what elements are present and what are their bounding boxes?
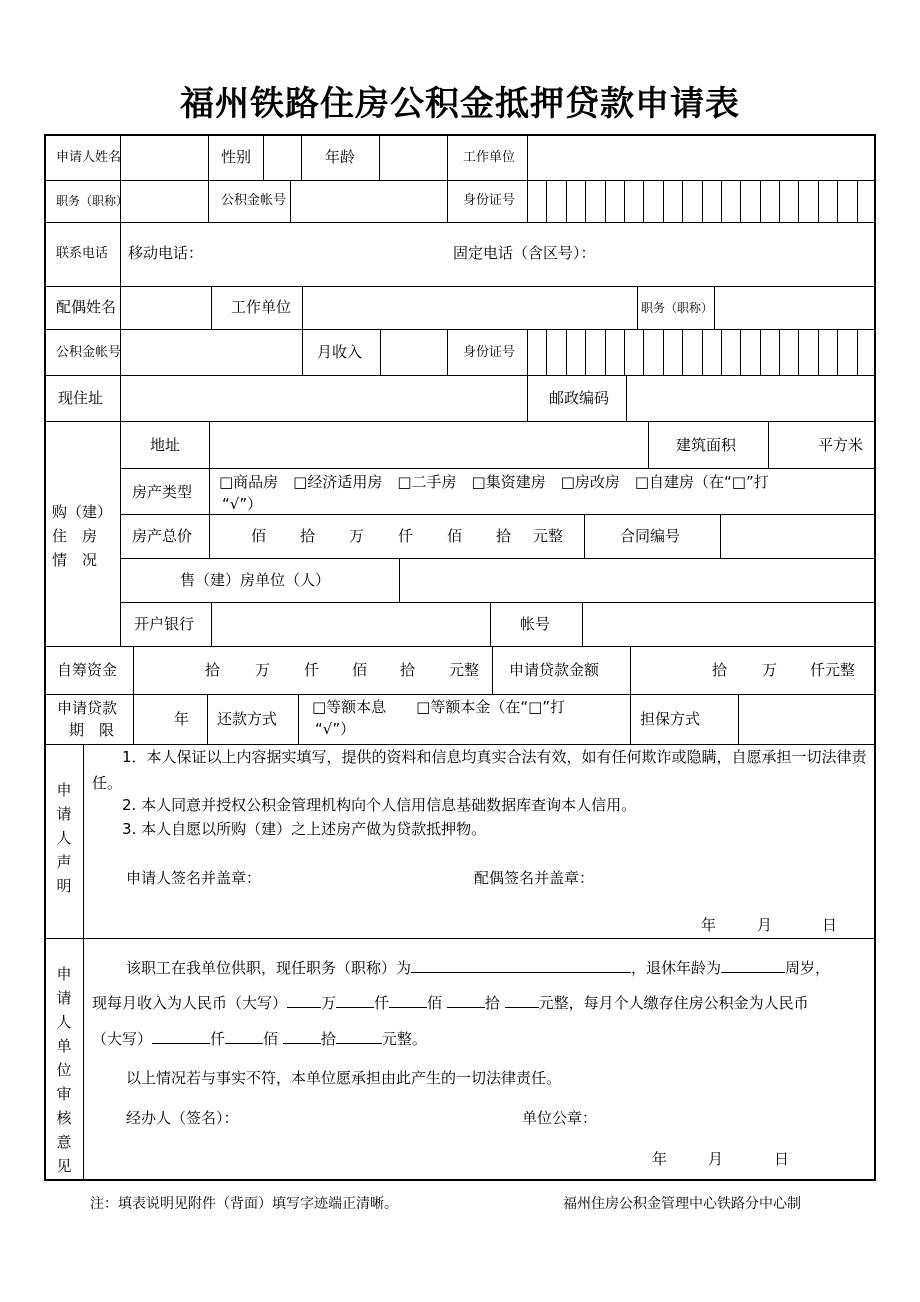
repayment-note: “√”） bbox=[315, 720, 356, 738]
declaration-item-2: 2. 本人同意并授权公积金管理机构向个人信用信息基础数据库查询本人信用。 bbox=[122, 796, 637, 814]
id-digit-cell-divider bbox=[857, 329, 858, 375]
col-divider bbox=[490, 602, 491, 646]
col-divider bbox=[301, 134, 302, 180]
applicant-name-label: 申请人姓名 bbox=[56, 150, 122, 165]
row-divider bbox=[120, 602, 876, 603]
col-divider bbox=[648, 421, 649, 468]
id-digit-cell-divider bbox=[798, 329, 799, 375]
col-divider bbox=[133, 694, 134, 744]
income-blank[interactable] bbox=[447, 991, 485, 1008]
id-digit-cell-divider bbox=[682, 180, 683, 222]
self-funds-label: 自筹资金 bbox=[57, 661, 118, 679]
id-digit-cell-divider bbox=[585, 329, 586, 375]
unit-review-line-2: 现每月收入为人民币（大写） 万 仟 佰 拾 元整，每月个人缴存住房公积金为人民币 bbox=[92, 991, 809, 1012]
footer-note: 注：填表说明见附件（背面）填写字迹端正清晰。 bbox=[90, 1196, 398, 1212]
col-divider bbox=[399, 558, 400, 602]
review-year: 年 bbox=[652, 1150, 668, 1168]
funds-unit: 拾 bbox=[400, 661, 416, 679]
row-divider bbox=[120, 514, 876, 515]
fund-deposit-blank[interactable] bbox=[152, 1027, 210, 1044]
form-title: 福州铁路住房公积金抵押贷款申请表 bbox=[180, 84, 740, 124]
col-divider bbox=[209, 421, 210, 468]
declaration-section-label: 申请人声明 bbox=[56, 781, 72, 895]
phone-label: 联系电话 bbox=[56, 246, 109, 261]
col-divider bbox=[584, 514, 585, 558]
funds-unit: 元整 bbox=[449, 661, 480, 679]
fund-deposit-blank[interactable] bbox=[283, 1027, 321, 1044]
retirement-age-blank[interactable] bbox=[721, 956, 785, 973]
account-number-label: 帐号 bbox=[520, 615, 551, 633]
amount-unit: 万 bbox=[762, 661, 778, 679]
current-address-label: 现住址 bbox=[58, 389, 104, 407]
row-divider bbox=[44, 694, 876, 695]
col-divider bbox=[83, 744, 84, 1181]
id-digit-cell-divider bbox=[818, 180, 819, 222]
price-unit: 佰 bbox=[251, 527, 267, 545]
applicant-fund-account-label: 公积金帐号 bbox=[221, 193, 287, 208]
bank-label: 开户银行 bbox=[134, 615, 195, 633]
declaration-month: 月 bbox=[757, 916, 773, 934]
unit-review-section-label: 申请人单位审核意见 bbox=[56, 965, 72, 1175]
col-divider bbox=[738, 694, 739, 744]
id-digit-cell-divider bbox=[721, 180, 722, 222]
id-digit-cell-divider bbox=[798, 180, 799, 222]
application-form-table bbox=[44, 134, 876, 1181]
col-divider bbox=[207, 694, 208, 744]
col-divider bbox=[527, 134, 528, 222]
id-digit-cell-divider bbox=[624, 180, 625, 222]
price-unit: 拾 bbox=[300, 527, 316, 545]
col-divider bbox=[208, 134, 209, 222]
id-digit-cell-divider bbox=[663, 329, 664, 375]
footer-issuer: 福州住房公积金管理中心铁路分中心制 bbox=[563, 1196, 801, 1212]
position-blank[interactable] bbox=[411, 956, 631, 973]
id-digit-cell-divider bbox=[702, 180, 703, 222]
row-divider bbox=[120, 558, 876, 559]
id-digit-cell-divider bbox=[760, 180, 761, 222]
postcode-label: 邮政编码 bbox=[549, 389, 610, 407]
col-divider bbox=[380, 329, 381, 375]
price-unit: 元整 bbox=[533, 527, 564, 545]
declaration-day: 日 bbox=[822, 916, 838, 934]
id-digit-cell-divider bbox=[546, 329, 547, 375]
col-divider bbox=[120, 421, 121, 646]
id-digit-cell-divider bbox=[779, 329, 780, 375]
id-digit-cell-divider bbox=[605, 180, 606, 222]
id-digit-cell-divider bbox=[818, 329, 819, 375]
spouse-signature-label: 配偶签名并盖章： bbox=[474, 869, 595, 887]
price-unit: 佰 bbox=[447, 527, 463, 545]
term-year-unit: 年 bbox=[174, 710, 190, 728]
seller-label: 售（建）房单位（人） bbox=[180, 571, 331, 589]
col-divider bbox=[290, 180, 291, 222]
total-price-label: 房产总价 bbox=[132, 527, 193, 545]
row-divider bbox=[120, 468, 876, 469]
id-digit-cell-divider bbox=[546, 180, 547, 222]
col-divider bbox=[637, 286, 638, 329]
property-type-label: 房产类型 bbox=[132, 483, 193, 501]
applicant-position-label: 职务（职称） bbox=[56, 194, 129, 208]
id-digit-cell-divider bbox=[682, 329, 683, 375]
income-blank[interactable] bbox=[287, 991, 321, 1008]
funds-unit: 佰 bbox=[352, 661, 368, 679]
id-digit-cell-divider bbox=[624, 329, 625, 375]
gender-label: 性别 bbox=[221, 148, 252, 166]
mobile-phone-label: 移动电话： bbox=[128, 244, 204, 262]
loan-term-label-1: 申请贷款 bbox=[57, 699, 118, 717]
id-digit-cell-divider bbox=[643, 180, 644, 222]
col-divider bbox=[447, 329, 448, 375]
applicant-employer-label: 工作单位 bbox=[463, 150, 516, 165]
spouse-fund-account-label: 公积金帐号 bbox=[56, 345, 122, 360]
col-divider bbox=[447, 134, 448, 222]
id-digit-cell-divider bbox=[740, 329, 741, 375]
declaration-item-1: 1．本人保证以上内容据实填写，提供的资料和信息均真实合法有效，如有任何欺诈或隐瞒，自愿承担一切法律责任。 bbox=[92, 748, 867, 792]
row-divider bbox=[44, 286, 876, 287]
col-divider bbox=[720, 514, 721, 558]
funds-unit: 万 bbox=[255, 661, 271, 679]
guarantee-method-label: 担保方式 bbox=[640, 710, 701, 728]
house-section-label: 购（建） 住 房 情 况 bbox=[52, 503, 113, 569]
monthly-income-label: 月收入 bbox=[317, 343, 363, 361]
id-digit-cell-divider bbox=[837, 180, 838, 222]
row-divider bbox=[44, 375, 876, 376]
spouse-employer-label: 工作单位 bbox=[231, 298, 292, 316]
unit-liability-statement: 以上情况若与事实不符，本单位愿承担由此产生的一切法律责任。 bbox=[126, 1069, 562, 1087]
col-divider bbox=[527, 375, 528, 421]
col-divider bbox=[492, 646, 493, 694]
house-address-label: 地址 bbox=[150, 436, 181, 454]
loan-term-label-2: 期 限 bbox=[69, 721, 115, 739]
amount-unit: 仟元整 bbox=[810, 661, 856, 679]
id-digit-cell-divider bbox=[566, 329, 567, 375]
income-blank[interactable] bbox=[389, 991, 427, 1008]
loan-amount-label: 申请贷款金额 bbox=[509, 661, 600, 679]
id-digit-cell-divider bbox=[779, 180, 780, 222]
applicant-id-label: 身份证号 bbox=[463, 193, 516, 208]
repayment-options[interactable]: □等额本息 □等额本金（在“□”打 bbox=[312, 698, 566, 716]
spouse-id-label: 身份证号 bbox=[463, 345, 516, 360]
declaration-year: 年 bbox=[701, 916, 717, 934]
col-divider bbox=[379, 134, 380, 180]
id-digit-cell-divider bbox=[857, 180, 858, 222]
id-digit-cell-divider bbox=[605, 329, 606, 375]
col-divider bbox=[263, 134, 264, 180]
row-divider bbox=[44, 421, 876, 422]
spouse-position-label: 职务（职称） bbox=[641, 301, 714, 315]
col-divider bbox=[714, 286, 715, 329]
unit-review-line-3: （大写） 仟 佰 拾 元整。 bbox=[92, 1027, 427, 1048]
row-divider bbox=[44, 222, 876, 223]
price-unit: 仟 bbox=[398, 527, 414, 545]
funds-unit: 拾 bbox=[205, 661, 221, 679]
price-unit: 拾 bbox=[496, 527, 512, 545]
col-divider bbox=[211, 602, 212, 646]
id-digit-cell-divider bbox=[760, 329, 761, 375]
property-type-options[interactable]: □商品房 □经济适用房 □二手房 □集资建房 □房改房 □自建房（在“□”打 bbox=[219, 473, 769, 491]
price-unit: 万 bbox=[349, 527, 365, 545]
row-divider bbox=[44, 938, 876, 939]
col-divider bbox=[211, 286, 212, 329]
row-divider bbox=[44, 329, 876, 330]
id-digit-cell-divider bbox=[740, 180, 741, 222]
id-digit-cell-divider bbox=[702, 329, 703, 375]
handler-signature-label: 经办人（签名）： bbox=[126, 1109, 239, 1127]
spouse-name-label: 配偶姓名 bbox=[56, 298, 117, 316]
col-divider bbox=[133, 646, 134, 694]
col-divider bbox=[527, 329, 528, 375]
col-divider bbox=[630, 646, 631, 694]
floor-area-label: 建筑面积 bbox=[676, 436, 737, 454]
review-day: 日 bbox=[774, 1150, 790, 1168]
unit-review-line-1: 该职工在我单位供职，现任职务（职称）为 ，退休年龄为 周岁， bbox=[126, 956, 830, 977]
id-digit-cell-divider bbox=[721, 329, 722, 375]
id-digit-cell-divider bbox=[837, 329, 838, 375]
col-divider bbox=[768, 421, 769, 468]
age-label: 年龄 bbox=[325, 148, 356, 166]
declaration-item-3: 3. 本人自愿以所购（建）之上述房产做为贷款抵押物。 bbox=[122, 820, 487, 838]
row-divider bbox=[44, 180, 876, 181]
landline-label: 固定电话（含区号）： bbox=[453, 244, 596, 262]
fund-deposit-blank[interactable] bbox=[336, 1027, 382, 1044]
amount-unit: 拾 bbox=[712, 661, 728, 679]
col-divider bbox=[630, 694, 631, 744]
row-divider bbox=[44, 646, 876, 647]
income-blank[interactable] bbox=[505, 991, 539, 1008]
review-month: 月 bbox=[708, 1150, 724, 1168]
property-type-note: “√”） bbox=[222, 495, 263, 513]
funds-unit: 仟 bbox=[304, 661, 320, 679]
col-divider bbox=[298, 694, 299, 744]
id-digit-cell-divider bbox=[643, 329, 644, 375]
repayment-method-label: 还款方式 bbox=[217, 710, 278, 728]
applicant-signature-label: 申请人签名并盖章： bbox=[126, 869, 262, 887]
id-digit-cell-divider bbox=[663, 180, 664, 222]
income-blank[interactable] bbox=[336, 991, 374, 1008]
col-divider bbox=[209, 468, 210, 558]
col-divider bbox=[302, 286, 303, 375]
unit-seal-label: 单位公章： bbox=[522, 1109, 598, 1127]
fund-deposit-blank[interactable] bbox=[225, 1027, 263, 1044]
col-divider bbox=[626, 375, 627, 421]
area-unit: 平方米 bbox=[818, 436, 864, 454]
id-digit-cell-divider bbox=[585, 180, 586, 222]
contract-number-label: 合同编号 bbox=[620, 527, 681, 545]
id-digit-cell-divider bbox=[566, 180, 567, 222]
col-divider bbox=[582, 602, 583, 646]
